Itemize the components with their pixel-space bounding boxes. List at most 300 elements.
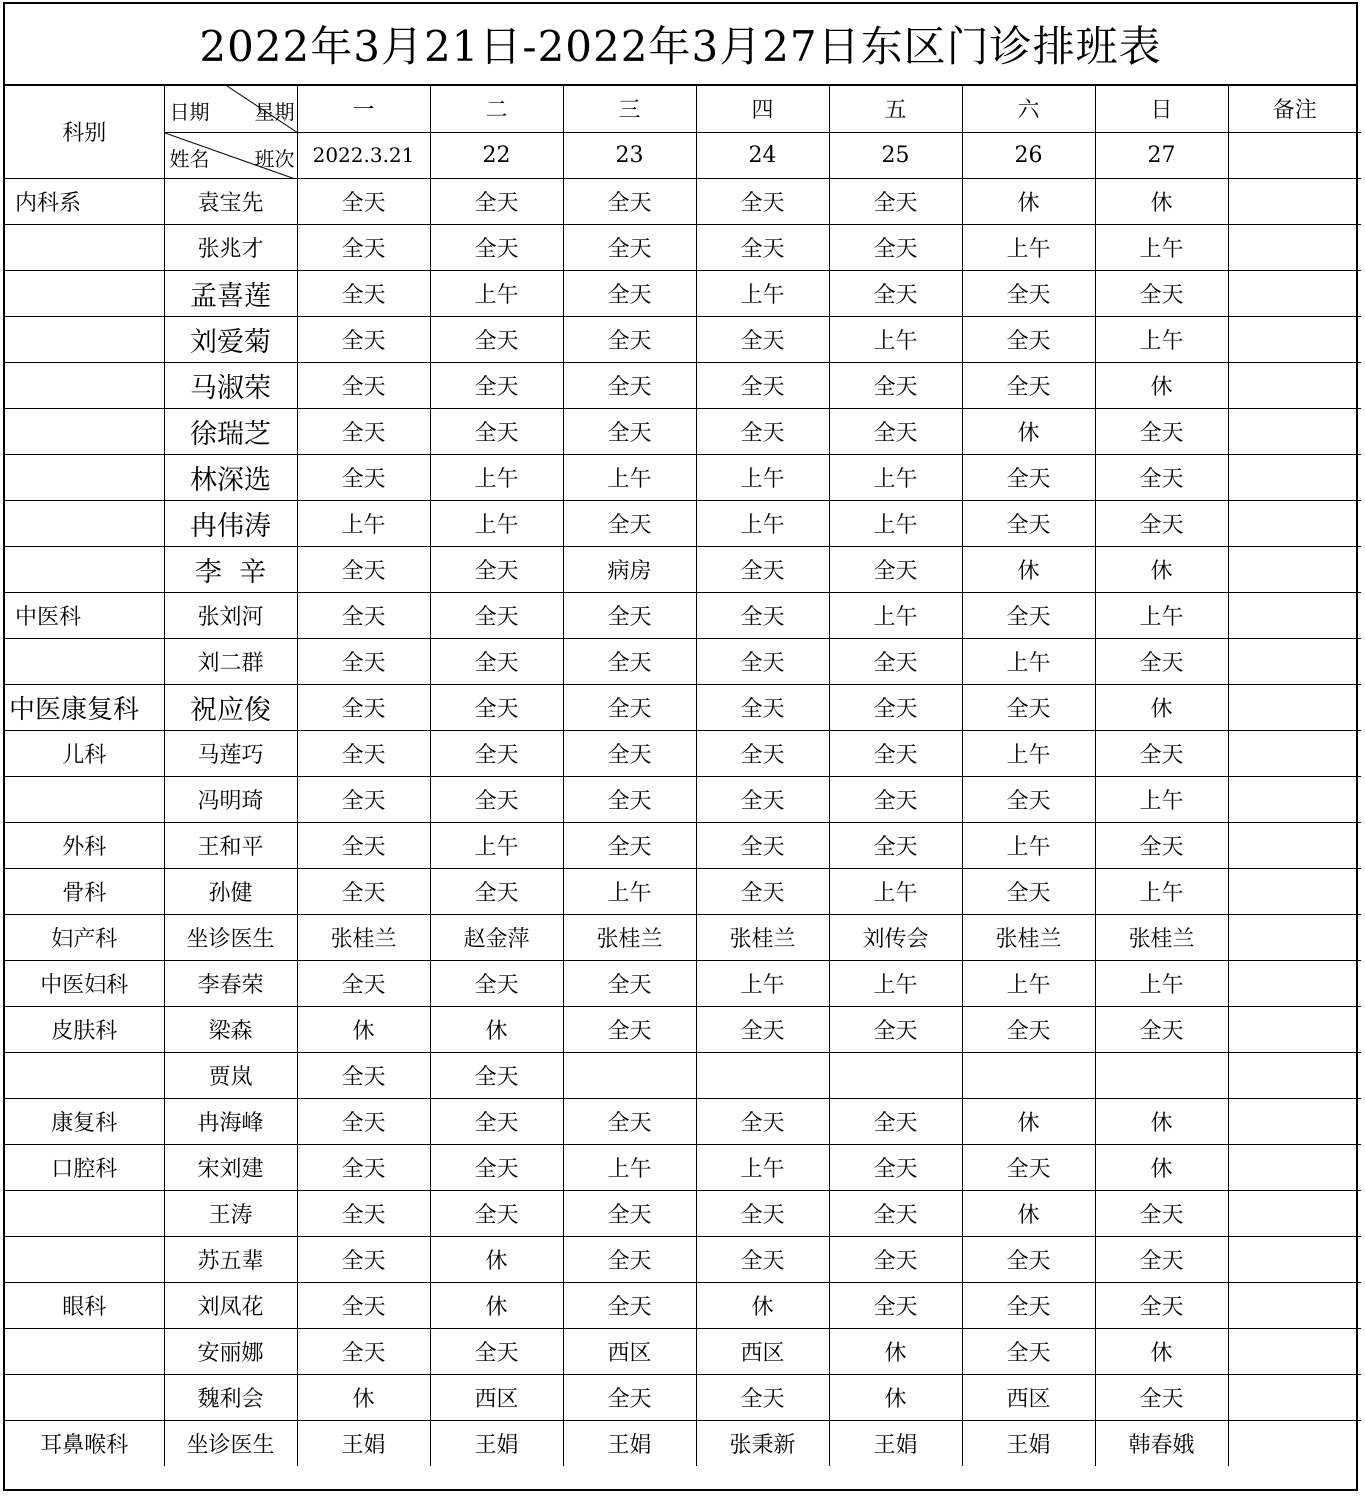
shift-cell: 张桂兰 <box>563 914 696 960</box>
name-label: 姓名 <box>169 146 210 171</box>
shift-cell: 全天 <box>430 776 563 822</box>
shift-cell: 上午 <box>430 454 563 500</box>
shift-cell: 王娟 <box>563 1420 696 1466</box>
name-cell: 宋刘建 <box>164 1144 297 1190</box>
dept-cell: 口腔科 <box>5 1144 164 1190</box>
notes-cell <box>1228 914 1361 960</box>
week-label: 星期 <box>254 100 295 124</box>
shift-cell: 全天 <box>829 270 962 316</box>
dept-cell: 外科 <box>5 822 164 868</box>
dept-cell: 中医康复科 <box>5 684 164 730</box>
shift-cell: 全天 <box>829 362 962 408</box>
shift-cell: 全天 <box>430 316 563 362</box>
shift-cell: 全天 <box>297 1144 430 1190</box>
table-row <box>5 638 1361 684</box>
shift-cell: 全天 <box>829 178 962 224</box>
name-cell: 李 辛 <box>164 546 297 592</box>
date-label: 日期 <box>169 100 210 124</box>
shift-cell: 张桂兰 <box>1095 914 1228 960</box>
shift-cell: 西区 <box>696 1328 829 1374</box>
notes-cell <box>1228 270 1361 316</box>
dept-cell <box>5 316 164 362</box>
shift-cell: 全天 <box>563 1374 696 1420</box>
dept-cell <box>5 546 164 592</box>
name-cell: 袁宝先 <box>164 178 297 224</box>
notes-cell <box>1228 178 1361 224</box>
notes-cell <box>1228 1420 1361 1466</box>
shift-cell: 全天 <box>297 1282 430 1328</box>
dept-cell: 内科系 <box>5 178 164 224</box>
table-row <box>5 1052 1361 1098</box>
notes-cell <box>1228 776 1361 822</box>
date-cell: 24 <box>696 132 829 178</box>
shift-cell <box>563 1052 696 1098</box>
shift-cell: 全天 <box>297 638 430 684</box>
shift-cell: 全天 <box>563 822 696 868</box>
shift-cell: 刘传会 <box>829 914 962 960</box>
shift-cell: 上午 <box>563 1144 696 1190</box>
name-cell: 刘二群 <box>164 638 297 684</box>
shift-cell: 上午 <box>430 270 563 316</box>
table-row <box>5 776 1361 822</box>
notes-cell <box>1228 500 1361 546</box>
shift-cell: 张秉新 <box>696 1420 829 1466</box>
shift-cell: 上午 <box>563 868 696 914</box>
dept-cell <box>5 224 164 270</box>
name-cell: 刘凤花 <box>164 1282 297 1328</box>
shift-cell: 全天 <box>962 1236 1095 1282</box>
table-row <box>5 362 1361 408</box>
dept-cell: 骨科 <box>5 868 164 914</box>
shift-cell: 全天 <box>297 1236 430 1282</box>
shift-cell: 全天 <box>563 1282 696 1328</box>
table-row <box>5 1098 1361 1144</box>
page-title: 2022年3月21日-2022年3月27日东区门诊排班表 <box>5 4 1356 86</box>
shift-cell: 全天 <box>962 1144 1095 1190</box>
shift-cell: 全天 <box>962 1006 1095 1052</box>
dept-cell <box>5 776 164 822</box>
shift-cell: 全天 <box>696 546 829 592</box>
shift-cell: 全天 <box>297 822 430 868</box>
shift-cell: 休 <box>962 178 1095 224</box>
shift-cell: 全天 <box>962 270 1095 316</box>
shift-cell: 上午 <box>297 500 430 546</box>
shift-cell: 全天 <box>430 1098 563 1144</box>
shift-cell: 休 <box>829 1328 962 1374</box>
header-row-weekday <box>5 86 1361 132</box>
shift-cell: 全天 <box>430 362 563 408</box>
weekday-cell: 日 <box>1095 86 1228 132</box>
shift-cell: 休 <box>1095 1328 1228 1374</box>
shift-cell: 全天 <box>430 1328 563 1374</box>
table-row <box>5 1190 1361 1236</box>
shift-cell: 全天 <box>962 1282 1095 1328</box>
table-row <box>5 730 1361 776</box>
weekday-cell: 一 <box>297 86 430 132</box>
shift-cell: 全天 <box>297 546 430 592</box>
notes-cell <box>1228 1098 1361 1144</box>
name-shift-header <box>164 132 297 178</box>
dept-cell <box>5 1052 164 1098</box>
notes-cell <box>1228 316 1361 362</box>
shift-cell: 休 <box>962 546 1095 592</box>
shift-cell: 张桂兰 <box>696 914 829 960</box>
shift-cell: 王娟 <box>430 1420 563 1466</box>
name-cell: 马莲巧 <box>164 730 297 776</box>
dept-cell <box>5 362 164 408</box>
shift-cell: 赵金萍 <box>430 914 563 960</box>
shift-cell: 全天 <box>1095 1006 1228 1052</box>
shift-cell: 上午 <box>962 822 1095 868</box>
name-cell: 张兆才 <box>164 224 297 270</box>
shift-cell: 上午 <box>696 270 829 316</box>
shift-cell: 全天 <box>297 408 430 454</box>
table-row <box>5 1006 1361 1052</box>
shift-cell: 全天 <box>563 500 696 546</box>
shift-cell: 全天 <box>962 592 1095 638</box>
shift-cell: 全天 <box>829 1282 962 1328</box>
shift-cell: 全天 <box>430 224 563 270</box>
shift-cell: 全天 <box>563 316 696 362</box>
shift-cell: 全天 <box>1095 638 1228 684</box>
notes-cell <box>1228 224 1361 270</box>
table-row <box>5 914 1361 960</box>
dept-cell: 儿科 <box>5 730 164 776</box>
shift-cell: 全天 <box>829 1144 962 1190</box>
notes-cell <box>1228 546 1361 592</box>
shift-cell: 全天 <box>297 684 430 730</box>
name-cell: 冯明琦 <box>164 776 297 822</box>
shift-cell: 全天 <box>962 684 1095 730</box>
shift-label: 班次 <box>254 146 295 171</box>
shift-cell: 上午 <box>696 960 829 1006</box>
dept-cell <box>5 1328 164 1374</box>
shift-cell: 西区 <box>563 1328 696 1374</box>
shift-cell: 全天 <box>696 1190 829 1236</box>
shift-cell: 全天 <box>962 362 1095 408</box>
shift-cell: 休 <box>962 1190 1095 1236</box>
table-row <box>5 960 1361 1006</box>
shift-cell: 上午 <box>829 316 962 362</box>
shift-cell: 休 <box>297 1006 430 1052</box>
weekday-cell: 三 <box>563 86 696 132</box>
shift-cell: 全天 <box>1095 454 1228 500</box>
shift-cell: 上午 <box>696 1144 829 1190</box>
shift-cell: 全天 <box>696 224 829 270</box>
table-row <box>5 1374 1361 1420</box>
shift-cell: 上午 <box>962 730 1095 776</box>
shift-cell: 王娟 <box>297 1420 430 1466</box>
shift-cell: 休 <box>1095 684 1228 730</box>
shift-cell: 全天 <box>297 316 430 362</box>
date-cell: 2022.3.21 <box>297 132 430 178</box>
shift-cell: 休 <box>1095 546 1228 592</box>
notes-cell <box>1228 1282 1361 1328</box>
table-row <box>5 500 1361 546</box>
shift-cell: 全天 <box>962 316 1095 362</box>
shift-cell: 上午 <box>829 500 962 546</box>
shift-cell: 全天 <box>563 178 696 224</box>
shift-cell: 全天 <box>430 730 563 776</box>
shift-cell: 上午 <box>829 454 962 500</box>
shift-cell: 全天 <box>962 500 1095 546</box>
weekday-cell: 六 <box>962 86 1095 132</box>
shift-cell: 上午 <box>430 822 563 868</box>
shift-cell: 全天 <box>696 730 829 776</box>
notes-header: 备注 <box>1228 86 1361 132</box>
dept-cell: 耳鼻喉科 <box>5 1420 164 1466</box>
shift-cell: 全天 <box>297 592 430 638</box>
notes-cell <box>1228 362 1361 408</box>
shift-cell: 休 <box>829 1374 962 1420</box>
table-row <box>5 1236 1361 1282</box>
shift-cell: 全天 <box>430 1190 563 1236</box>
name-cell: 徐瑞芝 <box>164 408 297 454</box>
notes-cell <box>1228 1006 1361 1052</box>
shift-cell: 全天 <box>696 868 829 914</box>
shift-cell: 全天 <box>962 776 1095 822</box>
shift-cell: 全天 <box>297 454 430 500</box>
shift-cell: 全天 <box>297 270 430 316</box>
notes-cell <box>1228 868 1361 914</box>
shift-cell: 全天 <box>297 224 430 270</box>
shift-cell: 全天 <box>696 592 829 638</box>
notes-cell <box>1228 1236 1361 1282</box>
name-cell: 冉伟涛 <box>164 500 297 546</box>
shift-cell: 全天 <box>696 1006 829 1052</box>
shift-cell: 全天 <box>829 546 962 592</box>
name-cell: 李春荣 <box>164 960 297 1006</box>
shift-cell: 全天 <box>829 1006 962 1052</box>
shift-cell: 全天 <box>1095 1236 1228 1282</box>
shift-cell: 全天 <box>696 1236 829 1282</box>
shift-cell: 全天 <box>696 1098 829 1144</box>
shift-cell: 全天 <box>1095 1282 1228 1328</box>
table-row <box>5 454 1361 500</box>
shift-cell: 王娟 <box>962 1420 1095 1466</box>
shift-cell: 全天 <box>563 960 696 1006</box>
shift-cell: 王娟 <box>829 1420 962 1466</box>
shift-cell: 全天 <box>829 822 962 868</box>
shift-cell: 上午 <box>1095 224 1228 270</box>
shift-cell: 全天 <box>563 1190 696 1236</box>
dept-cell: 眼科 <box>5 1282 164 1328</box>
shift-cell: 上午 <box>563 454 696 500</box>
table-row <box>5 592 1361 638</box>
shift-cell: 全天 <box>563 1098 696 1144</box>
notes-cell <box>1228 638 1361 684</box>
shift-cell: 全天 <box>696 1374 829 1420</box>
dept-cell <box>5 454 164 500</box>
notes-cell <box>1228 822 1361 868</box>
shift-cell: 上午 <box>1095 592 1228 638</box>
notes-cell <box>1228 592 1361 638</box>
shift-cell: 全天 <box>297 776 430 822</box>
table-row <box>5 546 1361 592</box>
name-cell: 祝应俊 <box>164 684 297 730</box>
name-cell: 魏利会 <box>164 1374 297 1420</box>
shift-cell: 全天 <box>430 868 563 914</box>
dept-cell <box>5 638 164 684</box>
shift-cell: 上午 <box>1095 868 1228 914</box>
shift-cell: 上午 <box>829 868 962 914</box>
shift-cell: 全天 <box>297 868 430 914</box>
shift-cell: 休 <box>1095 362 1228 408</box>
table-row <box>5 1144 1361 1190</box>
name-cell: 贾岚 <box>164 1052 297 1098</box>
shift-cell: 全天 <box>563 1236 696 1282</box>
name-cell: 林深选 <box>164 454 297 500</box>
shift-cell: 全天 <box>962 454 1095 500</box>
shift-cell: 全天 <box>563 592 696 638</box>
notes-cell <box>1228 1190 1361 1236</box>
name-cell: 马淑荣 <box>164 362 297 408</box>
dept-cell <box>5 1190 164 1236</box>
shift-cell: 全天 <box>563 362 696 408</box>
shift-cell: 上午 <box>1095 960 1228 1006</box>
name-cell: 张刘河 <box>164 592 297 638</box>
shift-cell: 休 <box>696 1282 829 1328</box>
notes-cell <box>1228 1144 1361 1190</box>
date-cell: 23 <box>563 132 696 178</box>
name-cell: 苏五辈 <box>164 1236 297 1282</box>
date-cell: 22 <box>430 132 563 178</box>
weekday-cell: 四 <box>696 86 829 132</box>
name-cell: 梁森 <box>164 1006 297 1052</box>
name-cell: 安丽娜 <box>164 1328 297 1374</box>
shift-cell: 全天 <box>297 362 430 408</box>
name-cell: 刘爱菊 <box>164 316 297 362</box>
dept-cell: 中医妇科 <box>5 960 164 1006</box>
name-cell: 冉海峰 <box>164 1098 297 1144</box>
dept-cell <box>5 408 164 454</box>
table-row <box>5 1328 1361 1374</box>
shift-cell: 全天 <box>696 822 829 868</box>
shift-cell: 全天 <box>1095 500 1228 546</box>
shift-cell: 全天 <box>297 1098 430 1144</box>
shift-cell: 全天 <box>1095 730 1228 776</box>
dept-cell: 中医科 <box>5 592 164 638</box>
shift-cell: 全天 <box>696 362 829 408</box>
shift-cell: 全天 <box>297 178 430 224</box>
shift-cell: 全天 <box>563 1006 696 1052</box>
shift-cell: 全天 <box>297 1328 430 1374</box>
notes-cell <box>1228 730 1361 776</box>
notes-cell <box>1228 132 1361 178</box>
header-row-date <box>5 132 1361 178</box>
shift-cell: 全天 <box>430 178 563 224</box>
schedule-sheet <box>3 2 1358 1491</box>
table-row <box>5 1282 1361 1328</box>
shift-cell: 全天 <box>430 960 563 1006</box>
shift-cell: 上午 <box>829 960 962 1006</box>
shift-cell: 全天 <box>297 730 430 776</box>
shift-cell: 全天 <box>696 408 829 454</box>
shift-cell: 全天 <box>1095 408 1228 454</box>
shift-cell: 全天 <box>829 684 962 730</box>
notes-cell <box>1228 1374 1361 1420</box>
shift-cell: 全天 <box>696 178 829 224</box>
shift-cell: 全天 <box>696 316 829 362</box>
shift-cell: 全天 <box>563 224 696 270</box>
shift-cell: 全天 <box>696 776 829 822</box>
shift-cell: 上午 <box>696 454 829 500</box>
name-cell: 王和平 <box>164 822 297 868</box>
dept-cell <box>5 500 164 546</box>
shift-cell: 全天 <box>430 684 563 730</box>
table-row <box>5 822 1361 868</box>
shift-cell: 全天 <box>297 1052 430 1098</box>
notes-cell <box>1228 1328 1361 1374</box>
shift-cell: 休 <box>430 1006 563 1052</box>
shift-cell: 休 <box>962 1098 1095 1144</box>
shift-cell: 上午 <box>696 500 829 546</box>
shift-cell: 全天 <box>563 408 696 454</box>
shift-cell: 全天 <box>829 1236 962 1282</box>
shift-cell: 上午 <box>1095 316 1228 362</box>
shift-cell: 全天 <box>563 730 696 776</box>
shift-cell: 全天 <box>829 1190 962 1236</box>
notes-cell <box>1228 960 1361 1006</box>
shift-cell <box>696 1052 829 1098</box>
shift-cell: 上午 <box>962 960 1095 1006</box>
shift-cell: 全天 <box>829 776 962 822</box>
shift-cell: 西区 <box>430 1374 563 1420</box>
name-cell: 坐诊医生 <box>164 914 297 960</box>
shift-cell: 全天 <box>563 684 696 730</box>
table-row <box>5 270 1361 316</box>
shift-cell: 全天 <box>430 592 563 638</box>
shift-cell: 全天 <box>829 730 962 776</box>
shift-cell: 全天 <box>430 1052 563 1098</box>
shift-cell: 张桂兰 <box>962 914 1095 960</box>
shift-cell: 全天 <box>563 270 696 316</box>
name-cell: 坐诊医生 <box>164 1420 297 1466</box>
shift-cell: 全天 <box>430 408 563 454</box>
shift-cell: 全天 <box>1095 270 1228 316</box>
dept-cell <box>5 270 164 316</box>
weekday-cell: 二 <box>430 86 563 132</box>
shift-cell: 全天 <box>829 224 962 270</box>
shift-cell: 全天 <box>829 1098 962 1144</box>
shift-cell: 休 <box>962 408 1095 454</box>
table-row <box>5 868 1361 914</box>
shift-cell: 韩春娥 <box>1095 1420 1228 1466</box>
notes-cell <box>1228 408 1361 454</box>
shift-cell: 全天 <box>829 408 962 454</box>
schedule-table <box>5 86 1361 1466</box>
shift-cell: 休 <box>297 1374 430 1420</box>
weekday-cell: 五 <box>829 86 962 132</box>
table-row <box>5 178 1361 224</box>
shift-cell: 全天 <box>829 638 962 684</box>
table-row <box>5 316 1361 362</box>
table-row <box>5 684 1361 730</box>
name-cell: 孙健 <box>164 868 297 914</box>
date-cell: 25 <box>829 132 962 178</box>
shift-cell <box>829 1052 962 1098</box>
dept-cell <box>5 1236 164 1282</box>
name-cell: 孟喜莲 <box>164 270 297 316</box>
shift-cell: 全天 <box>696 638 829 684</box>
shift-cell: 全天 <box>430 1144 563 1190</box>
shift-cell: 全天 <box>1095 1190 1228 1236</box>
shift-cell: 全天 <box>696 684 829 730</box>
notes-cell <box>1228 684 1361 730</box>
date-cell: 27 <box>1095 132 1228 178</box>
dept-cell <box>5 1374 164 1420</box>
shift-cell: 休 <box>430 1282 563 1328</box>
